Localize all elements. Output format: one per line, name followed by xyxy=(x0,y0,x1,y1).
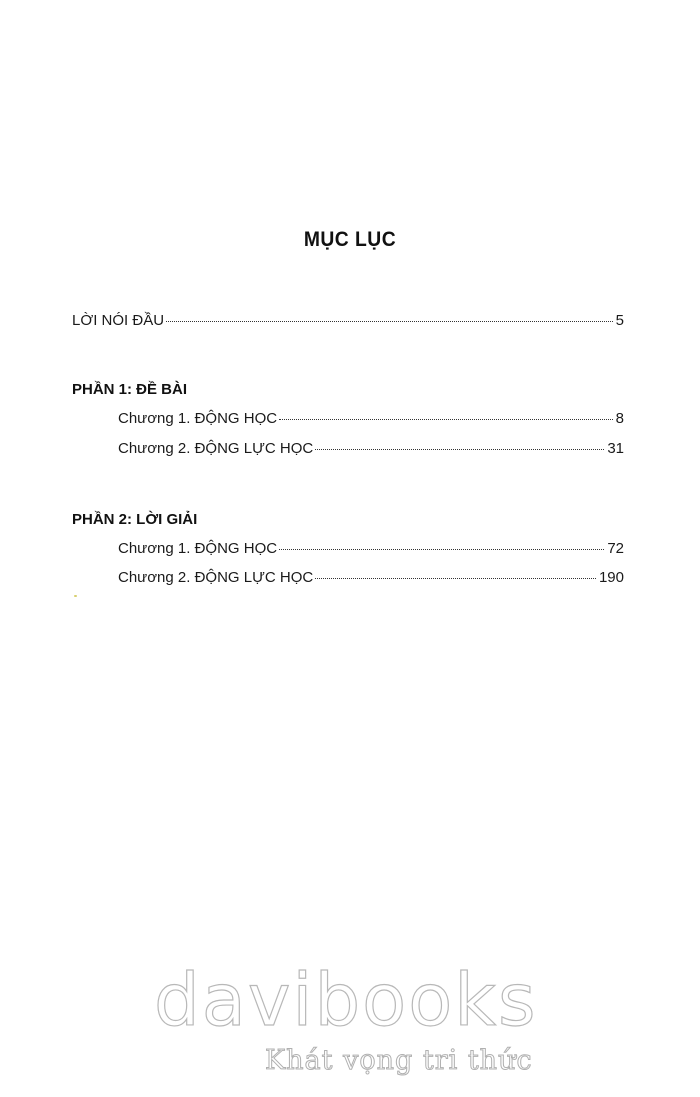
toc-entry-label: Chương 1. ĐỘNG HỌC xyxy=(118,540,278,557)
toc-page-number: 5 xyxy=(615,312,624,329)
toc-page-number: 31 xyxy=(607,440,624,457)
toc-entry-label: Chương 2. ĐỘNG LỰC HỌC xyxy=(118,569,314,586)
toc-page-number: 72 xyxy=(607,540,624,557)
toc-page-number: 190 xyxy=(598,569,624,586)
dot-leader xyxy=(315,449,604,450)
toc-page-number: 8 xyxy=(615,410,624,427)
toc-entry-part1-chapter2 xyxy=(118,439,624,459)
dot-leader xyxy=(279,549,604,550)
dot-leader xyxy=(166,321,613,322)
dot-leader xyxy=(315,578,596,579)
toc-entry-part2-chapter2 xyxy=(118,568,624,588)
brand-slogan: Khát vọng tri thức xyxy=(265,1045,533,1076)
dot-leader xyxy=(279,419,613,420)
toc-entry-label: LỜI NÓI ĐẦU xyxy=(72,312,165,329)
page-title: MỤC LỤC xyxy=(303,228,397,251)
toc-entry-label: Chương 1. ĐỘNG HỌC xyxy=(118,410,278,427)
print-speck xyxy=(74,595,77,597)
toc-entry-preface xyxy=(72,311,624,331)
toc-entry-label: Chương 2. ĐỘNG LỰC HỌC xyxy=(118,440,314,457)
brand-logo-text: davibooks xyxy=(154,958,538,1042)
brand-watermark xyxy=(140,955,560,1090)
toc-entry-part2-chapter1 xyxy=(118,539,624,559)
part-1-heading: PHẦN 1: ĐỀ BÀI xyxy=(72,381,188,398)
part-2-heading: PHẦN 2: LỜI GIẢI xyxy=(72,511,198,528)
toc-entry-part1-chapter1 xyxy=(118,409,624,429)
